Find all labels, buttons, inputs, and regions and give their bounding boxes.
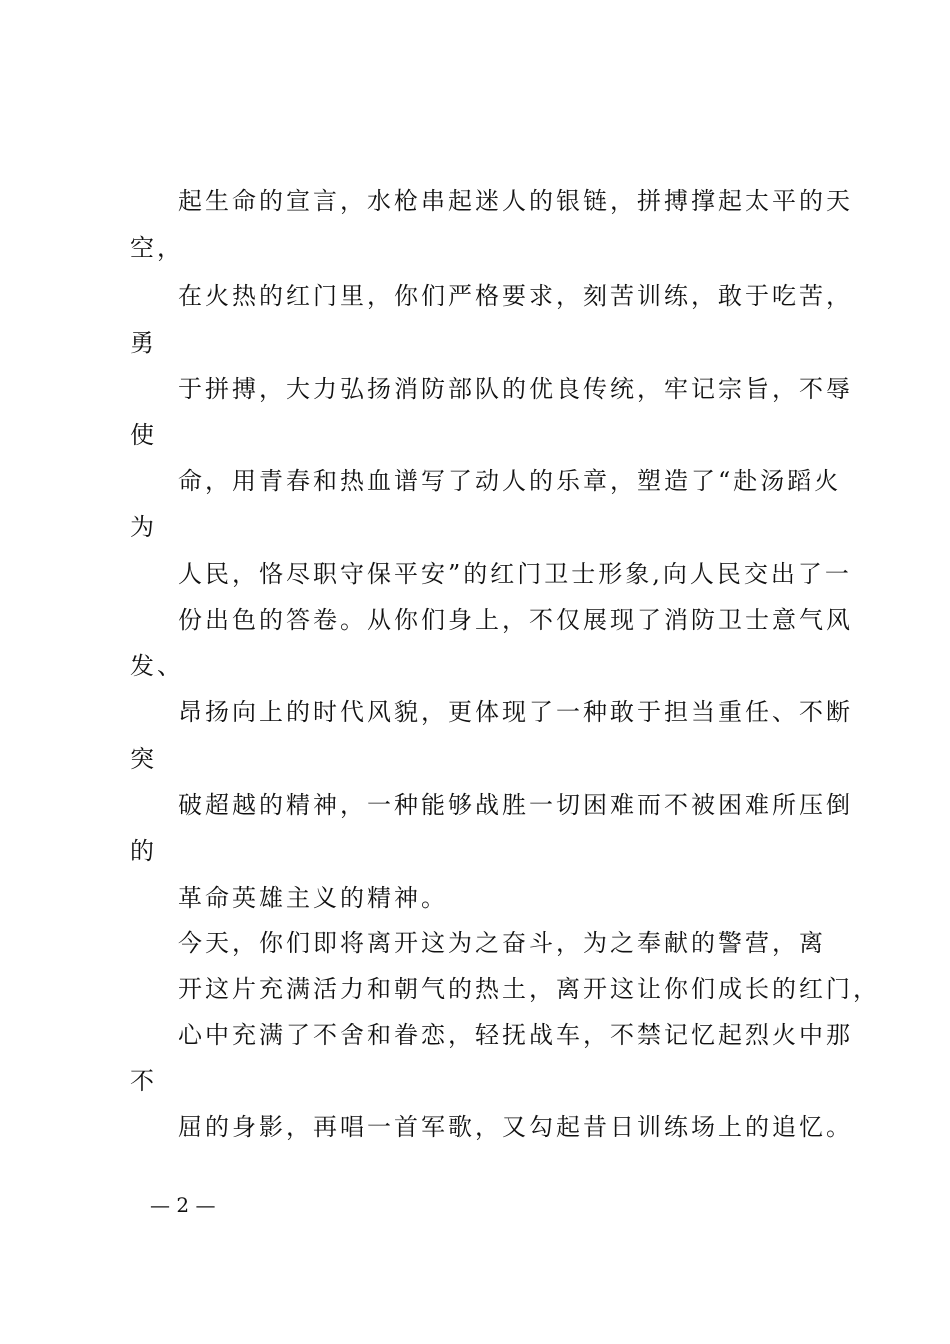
text-line: 心中充满了不舍和眷恋，轻抚战车，不禁记忆起烈火中那 — [178, 1021, 853, 1049]
text-line: 革命英雄主义的精神。 — [178, 884, 448, 912]
text-line: 屈的身影，再唱一首军歌，又勾起昔日训练场上的追忆。 — [178, 1113, 853, 1141]
text-line: 破超越的精神，一种能够战胜一切困难而不被困难所压倒 — [178, 791, 853, 819]
text-line: 发、 — [130, 652, 184, 680]
text-line: 的 — [130, 837, 157, 865]
text-line: 突 — [130, 745, 157, 773]
text-line: 空， — [130, 234, 184, 262]
text-line: 于拼搏，大力弘扬消防部队的优良传统，牢记宗旨，不辱 — [178, 375, 853, 403]
text-line: 开这片充满活力和朝气的热土，离开这让你们成长的红门， — [178, 975, 880, 1003]
text-line: 昂扬向上的时代风貌，更体现了一种敢于担当重任、不断 — [178, 698, 853, 726]
text-line: 起生命的宣言，水枪串起迷人的银链，拼搏撑起太平的天 — [178, 187, 853, 215]
text-line: 勇 — [130, 329, 157, 357]
text-line: 今天，你们即将离开这为之奋斗，为之奉献的警营，离 — [178, 929, 826, 957]
text-line: 命，用青春和热血谱写了动人的乐章，塑造了“赴汤蹈火 — [178, 467, 842, 495]
text-line: 人民，恪尽职守保平安”的红门卫士形象,向人民交出了一 — [178, 560, 852, 588]
text-line: 为 — [130, 513, 157, 541]
page-number: — 2 — — [150, 1193, 216, 1217]
text-line: 份出色的答卷。从你们身上，不仅展现了消防卫士意气风 — [178, 606, 853, 634]
text-line: 在火热的红门里，你们严格要求，刻苦训练，敢于吃苦， — [178, 282, 853, 310]
text-line: 使 — [130, 421, 157, 449]
text-line: 不 — [130, 1067, 157, 1095]
